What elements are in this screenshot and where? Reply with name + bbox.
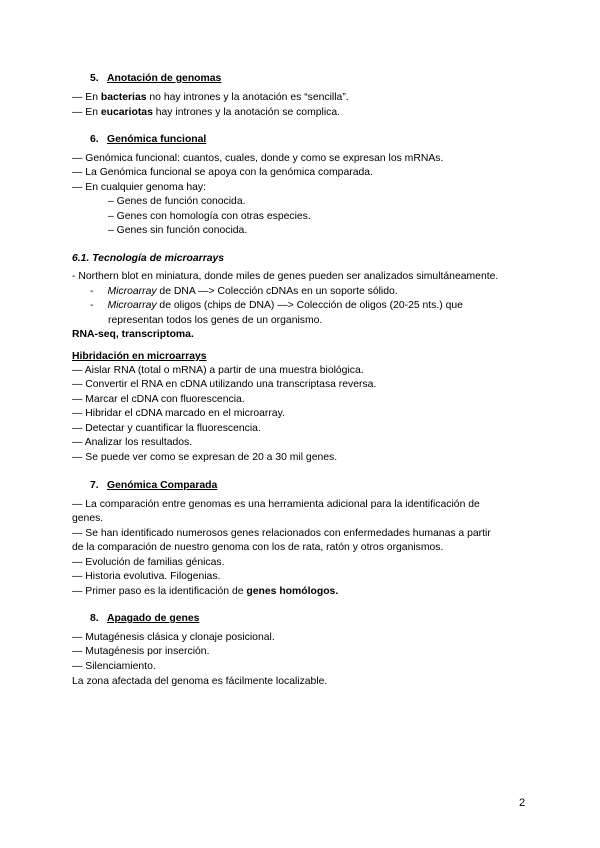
section-number: 5.	[90, 73, 99, 84]
list-item: — Mutagénesis por inserción.	[72, 646, 210, 657]
section-title: Genómica funcional	[107, 134, 207, 145]
paragraph: genes.	[72, 513, 104, 524]
paragraph: — Se han identificado numerosos genes relacionados con enfermedades humanas a partir	[72, 528, 491, 539]
step-item: — Marcar el cDNA con fluorescencia.	[72, 394, 245, 405]
step-item: — Aislar RNA (total o mRNA) a partir de una muestra biológica.	[72, 365, 364, 376]
section-6-heading	[90, 133, 206, 146]
bullet-microarray-oligos: - Microarray de oligos (chips de DNA) —> Colección de oligos (20-25 nts.) que	[90, 300, 463, 311]
page-number: 2	[519, 797, 526, 809]
sublist-item: – Genes sin función conocida.	[108, 225, 248, 236]
section-number: 8.	[90, 613, 99, 624]
section-title: Anotación de genomas	[107, 73, 222, 84]
section-number: 6.	[90, 134, 99, 145]
bullet-microarray-dna: - Microarray de DNA —> Colección cDNAs en un soporte sólido.	[90, 286, 398, 297]
paragraph: — Historia evolutiva. Filogenias.	[72, 571, 221, 582]
bullet-continuation: representan todos los genes de un organismo.	[108, 315, 323, 326]
step-item: — Convertir el RNA en cDNA utilizando una transcriptasa reversa.	[72, 379, 377, 390]
paragraph-intro: - Northern blot en miniatura, donde miles de genes pueden ser analizados simultáneamente.	[72, 271, 499, 282]
paragraph-eucariotas: — En eucariotas hay intrones y la anotación se complica.	[72, 107, 340, 118]
paragraph: — Evolución de familias génicas.	[72, 557, 225, 568]
step-item: — Detectar y cuantificar la fluorescencia.	[72, 423, 261, 434]
step-item: — Hibridar el cDNA marcado en el microarray.	[72, 408, 285, 419]
sublist-item: – Genes con homología con otras especies.	[108, 211, 311, 222]
rnaseq-note: RNA-seq, transcriptoma.	[72, 329, 194, 340]
sublist-item: – Genes de función conocida.	[108, 196, 246, 207]
hibridacion-title: Hibridación en microarrays	[72, 351, 207, 362]
section-number: 7.	[90, 480, 99, 491]
subsection-title: 6.1. Tecnología de microarrays	[72, 253, 225, 264]
section-title: Apagado de genes	[107, 613, 200, 624]
section-7-heading	[90, 479, 217, 492]
paragraph: — La comparación entre genomas es una herramienta adicional para la identificación de	[72, 499, 480, 510]
list-item: — Mutagénesis clásica y clonaje posicional.	[72, 632, 275, 643]
section-8-heading	[90, 612, 199, 625]
list-item: — Genómica funcional: cuantos, cuales, donde y como se expresan los mRNAs.	[72, 153, 444, 164]
paragraph-bacterias: — En bacterias no hay intrones y la anotación es “sencilla”.	[72, 92, 349, 103]
section-5-heading	[90, 72, 221, 85]
step-item: — Se puede ver como se expresan de 20 a 30 mil genes.	[72, 452, 338, 463]
list-item: — La Genómica funcional se apoya con la genómica comparada.	[72, 167, 373, 178]
closing-sentence: La zona afectada del genoma es fácilmente localizable.	[72, 676, 328, 687]
step-item: — Analizar los resultados.	[72, 437, 193, 448]
section-title: Genómica Comparada	[107, 480, 218, 491]
paragraph-genes-homologos: — Primer paso es la identificación de genes homólogos.	[72, 586, 339, 597]
paragraph: de la comparación de nuestro genoma con los de rata, ratón y otros organismos.	[72, 542, 444, 553]
list-item: — Silenciamiento.	[72, 661, 156, 672]
list-item: — En cualquier genoma hay:	[72, 182, 207, 193]
